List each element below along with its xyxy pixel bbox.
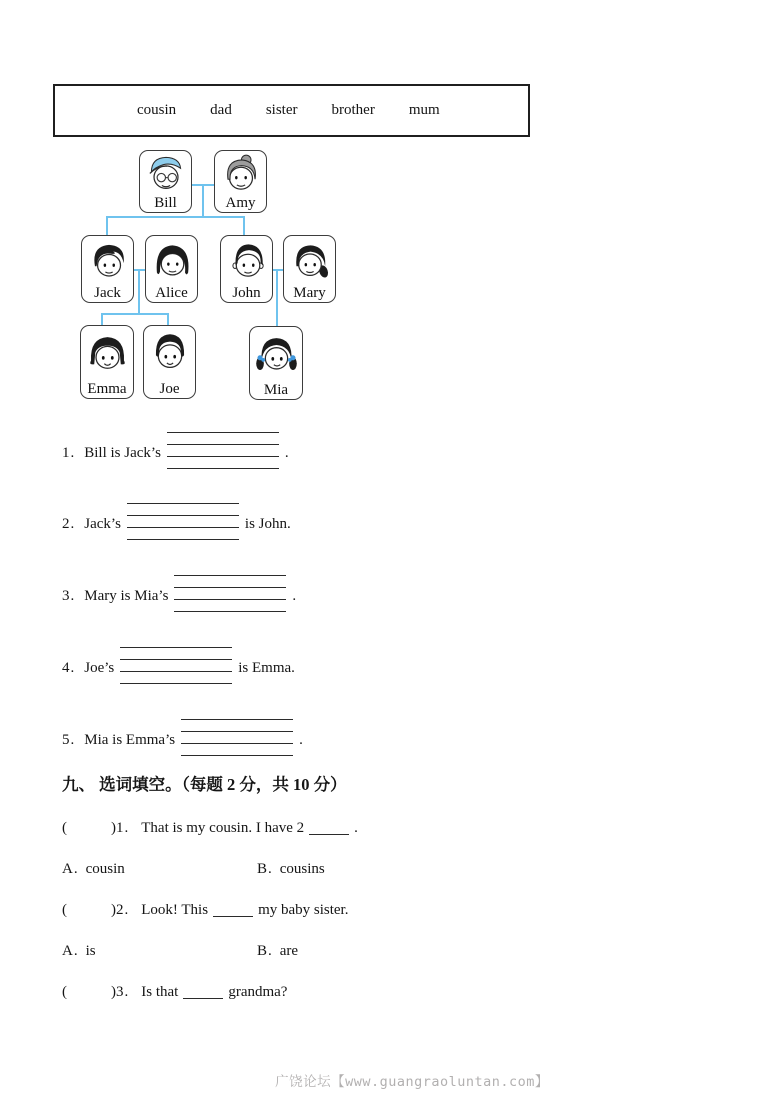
answer-blank[interactable] — [167, 432, 279, 469]
family-card-alice — [145, 235, 198, 303]
question-text: . — [292, 588, 297, 604]
question-text: is Emma. — [238, 660, 295, 676]
question-text: Mia is Emma’s — [84, 732, 176, 748]
word-bank-box — [53, 84, 530, 137]
question-number: 3. — [62, 588, 76, 604]
option-label: A. — [62, 861, 79, 877]
question-text: . — [299, 732, 303, 748]
question-number: 2. — [62, 516, 76, 532]
answer-paren-close: ) — [111, 984, 116, 1000]
member-name: Mary — [293, 285, 326, 301]
tree-connector — [276, 269, 278, 329]
answer-blank[interactable] — [309, 818, 349, 835]
member-name: John — [232, 285, 261, 301]
answer-paren-open: ( — [62, 820, 67, 836]
answer-blank[interactable] — [213, 900, 253, 917]
answer-blank[interactable] — [183, 982, 223, 999]
boy-portrait — [145, 327, 195, 377]
woman-portrait — [285, 237, 335, 283]
question-number: 1. — [62, 445, 76, 461]
question-text: Jack’s — [84, 516, 121, 532]
option-a[interactable] — [62, 941, 96, 961]
question-text: . — [354, 820, 358, 836]
choice-question-2 — [62, 900, 348, 920]
question-number: 2. — [116, 902, 130, 918]
family-card-mia — [249, 326, 303, 400]
answer-paren-open: ( — [62, 984, 67, 1000]
tree-connector — [106, 216, 108, 237]
answer-blank[interactable] — [120, 647, 232, 684]
option-text: cousin — [85, 861, 125, 877]
fill-question-5 — [62, 719, 303, 756]
option-a[interactable] — [62, 859, 125, 879]
option-label: B. — [257, 861, 273, 877]
word-bank-word: mum — [408, 102, 440, 118]
family-card-joe — [143, 325, 196, 399]
family-tree-diagram — [0, 148, 780, 408]
member-name: Alice — [155, 285, 188, 301]
option-text: is — [85, 943, 96, 959]
question-text: Look! This — [141, 902, 209, 918]
tree-connector — [101, 313, 169, 315]
word-bank-word: cousin — [137, 102, 177, 118]
grandma-portrait — [216, 152, 266, 196]
question-text: Joe’s — [84, 660, 115, 676]
answer-paren-open: ( — [62, 902, 67, 918]
girl-portrait — [251, 328, 302, 378]
member-name: Emma — [87, 381, 127, 397]
word-bank-word: dad — [210, 102, 232, 118]
member-name: Mia — [263, 382, 289, 398]
family-card-mary — [283, 235, 336, 303]
family-card-emma — [80, 325, 134, 399]
question-text: my baby sister. — [258, 902, 349, 918]
man-portrait — [83, 237, 133, 283]
fill-question-2 — [62, 503, 291, 540]
question-number: 5. — [62, 732, 76, 748]
answer-paren-close: ) — [111, 820, 116, 836]
family-card-john — [220, 235, 273, 303]
question-number: 1. — [116, 820, 130, 836]
option-text: cousins — [279, 861, 325, 877]
tree-connector — [138, 269, 140, 315]
question-text: grandma? — [228, 984, 288, 1000]
question-text: is John. — [244, 516, 291, 532]
question-text: That is my cousin. I have 2 — [141, 820, 305, 836]
option-b[interactable] — [257, 859, 325, 879]
question-number: 3. — [116, 984, 130, 1000]
member-name: Joe — [159, 381, 180, 397]
word-bank-word: brother — [331, 102, 375, 118]
man-portrait — [222, 237, 272, 283]
choice-question-1 — [62, 818, 358, 838]
tree-connector — [202, 184, 204, 218]
question-text: Bill is Jack’s — [84, 445, 161, 461]
tree-connector — [106, 216, 245, 218]
grandpa-portrait — [141, 152, 191, 196]
member-name: Amy — [225, 195, 256, 211]
family-card-amy — [214, 150, 267, 213]
member-name: Bill — [154, 195, 177, 211]
question-text: Mary is Mia’s — [84, 588, 169, 604]
family-card-jack — [81, 235, 134, 303]
option-text: are — [279, 943, 299, 959]
tree-connector — [243, 216, 245, 237]
question-number: 4. — [62, 660, 76, 676]
watermark: 广饶论坛【www.guangraoluntan.com】 — [275, 1074, 549, 1090]
woman-portrait — [147, 237, 197, 283]
family-card-bill — [139, 150, 192, 213]
choice-question-3 — [62, 982, 287, 1002]
answer-paren-close: ) — [111, 902, 116, 918]
answer-blank[interactable] — [174, 575, 286, 612]
word-bank-word: sister — [265, 102, 298, 118]
fill-question-3 — [62, 575, 296, 612]
option-label: B. — [257, 943, 273, 959]
option-label: A. — [62, 943, 79, 959]
fill-question-4 — [62, 647, 295, 684]
option-b[interactable] — [257, 941, 298, 961]
answer-blank[interactable] — [127, 503, 239, 540]
girl-portrait — [82, 327, 133, 377]
question-text: . — [284, 445, 289, 461]
fill-question-1 — [62, 432, 289, 469]
question-text: Is that — [141, 984, 179, 1000]
member-name: Jack — [94, 285, 121, 301]
section-heading: 九、 选词填空。（每题 2 分，共 10 分） — [62, 775, 347, 794]
answer-blank[interactable] — [181, 719, 293, 756]
